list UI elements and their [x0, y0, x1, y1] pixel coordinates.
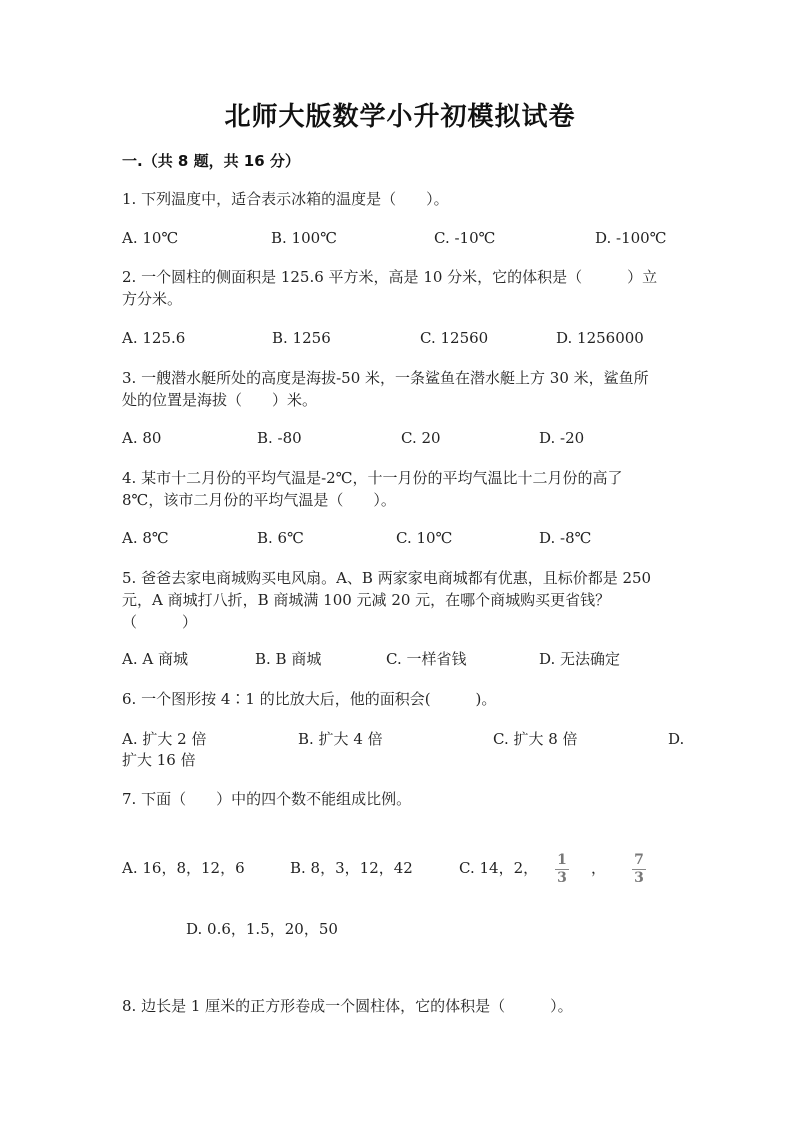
- question-1-stem: 1. 下列温度中，适合表示冰箱的温度是（ ）。: [122, 190, 449, 208]
- question-2-stem: [122, 266, 682, 310]
- question-5-stem: [122, 567, 692, 633]
- question-3-option-b: B. -80: [257, 429, 302, 447]
- question-4-option-b: B. 6℃: [257, 529, 304, 547]
- fraction-one-third: [554, 853, 570, 886]
- question-1-option-c: C. -10℃: [434, 229, 496, 247]
- page-title: 北师大版数学小升初模拟试卷: [224, 102, 576, 132]
- question-2-option-c: C. 12560: [420, 329, 489, 347]
- question-3-stem-line-1: 3. 一艘潜水艇所处的高度是海拔-50 米，一条鲨鱼在潜水艇上方 30 米，鲨鱼所: [122, 369, 649, 387]
- question-7-option-c-separator: ，: [591, 859, 607, 877]
- question-5-stem-line-2: 元，A 商城打八折，B 商城满 100 元减 20 元，在哪个商城购买更省钱？: [122, 591, 611, 609]
- question-3-option-a: A. 80: [122, 429, 162, 447]
- question-7-option-a: A. 16，8，12，6: [122, 859, 245, 877]
- question-4-stem-line-2: 8℃，该市二月份的平均气温是（ ）。: [122, 491, 396, 509]
- question-4-option-a: A. 8℃: [122, 529, 169, 547]
- question-2-option-b: B. 1256: [272, 329, 331, 347]
- question-6-stem: 6. 一个图形按 4∶1 的比放大后，他的面积会( )。: [122, 690, 497, 708]
- question-3-option-c: C. 20: [401, 429, 441, 447]
- question-7-option-c: C. 14，2，: [459, 859, 539, 877]
- question-5-option-b: B. B 商城: [255, 650, 322, 668]
- fraction-numerator: 1: [557, 852, 567, 868]
- section-header: 一.（共 8 题，共 16 分）: [122, 152, 300, 170]
- question-7-option-b: B. 8，3，12，42: [290, 859, 413, 877]
- question-4-option-c: C. 10℃: [396, 529, 453, 547]
- question-5-option-c: C. 一样省钱: [386, 650, 467, 668]
- question-5-option-a: A. A 商城: [122, 650, 188, 668]
- fraction-denominator: 3: [634, 870, 644, 886]
- question-1-option-a: A. 10℃: [122, 229, 179, 247]
- question-6-option-d: D.: [668, 730, 685, 748]
- question-1-option-d: D. -100℃: [595, 229, 667, 247]
- question-6-option-a: A. 扩大 2 倍: [122, 730, 207, 748]
- question-6-option-b: B. 扩大 4 倍: [298, 730, 383, 748]
- question-5-stem-line-3: （ ）: [122, 613, 198, 631]
- question-2-stem-line-2: 方分米。: [122, 290, 183, 308]
- question-2-stem-line-1: 2. 一个圆柱的侧面积是 125.6 平方米，高是 10 分米，它的体积是（ ）立: [122, 268, 658, 286]
- question-5-stem-line-1: 5. 爸爸去家电商城购买电风扇。A、B 两家家电商城都有优惠，且标价都是 250: [122, 569, 652, 587]
- fraction-seven-thirds: [631, 853, 647, 886]
- question-7-option-d: D. 0.6，1.5，20，50: [186, 920, 338, 938]
- question-1-option-b: B. 100℃: [271, 229, 337, 247]
- question-3-stem: [122, 367, 682, 411]
- question-6-option-d-text: 扩大 16 倍: [122, 751, 196, 769]
- question-4-stem: [122, 467, 682, 511]
- fraction-numerator: 7: [634, 852, 644, 868]
- question-4-stem-line-1: 4. 某市十二月份的平均气温是-2℃，十一月份的平均气温比十二月份的高了: [122, 469, 623, 487]
- fraction-denominator: 3: [557, 870, 567, 886]
- question-5-option-d: D. 无法确定: [539, 650, 621, 668]
- question-7-stem: 7. 下面（ ）中的四个数不能组成比例。: [122, 790, 412, 808]
- question-3-stem-line-2: 处的位置是海拔（ ）米。: [122, 391, 318, 409]
- question-3-option-d: D. -20: [539, 429, 585, 447]
- question-2-option-d: D. 1256000: [556, 329, 644, 347]
- question-4-option-d: D. -8℃: [539, 529, 592, 547]
- question-2-option-a: A. 125.6: [122, 329, 186, 347]
- question-8-stem: 8. 边长是 1 厘米的正方形卷成一个圆柱体，它的体积是（ ）。: [122, 997, 573, 1015]
- question-6-option-c: C. 扩大 8 倍: [493, 730, 578, 748]
